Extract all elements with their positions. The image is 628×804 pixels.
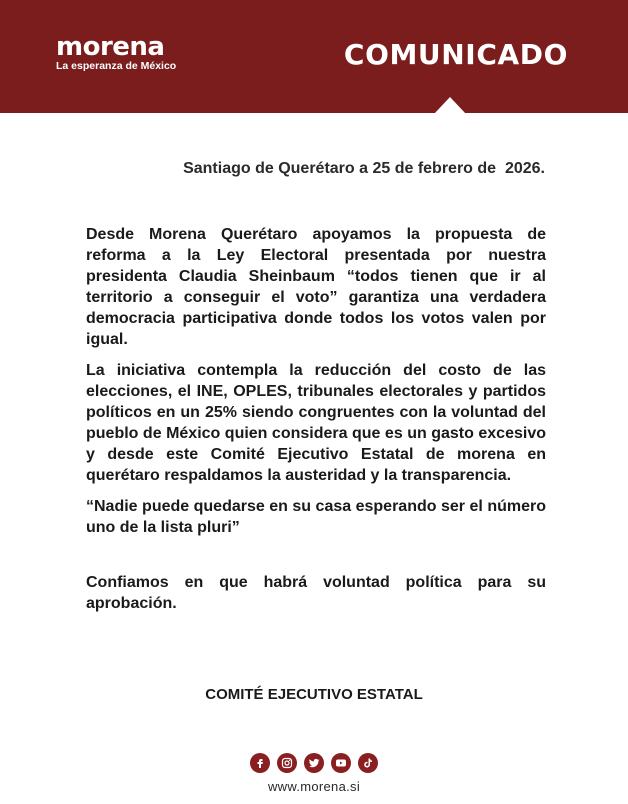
tiktok-icon[interactable] xyxy=(358,753,378,773)
paragraph-1: Desde Morena Querétaro apoyamos la propuesta de reforma a la Ley Electoral presentada por nuestra presidenta Claudia Sheinbaum “todos tienen que ir al territorio a conseguir el voto” garantiza una verdadera democracia participativa donde todos los votos valen por igual. xyxy=(86,226,546,348)
morena-logo xyxy=(56,33,176,72)
body-text xyxy=(86,224,546,624)
header-notch xyxy=(434,97,466,114)
page-title: COMUNICADO xyxy=(343,38,568,71)
youtube-icon[interactable] xyxy=(331,753,351,773)
twitter-icon[interactable] xyxy=(304,753,324,773)
footer-website-link[interactable]: www.morena.si xyxy=(267,779,361,794)
header-band xyxy=(0,0,628,113)
quote-paragraph: “Nadie puede quedarse en su casa esperando ser el número uno de la lista pluri” xyxy=(86,498,546,536)
logo-name: morena xyxy=(56,32,165,62)
paragraph-closing: Confiamos en que habrá voluntad política para su aprobación. xyxy=(86,574,546,612)
logo-tagline: La esperanza de México xyxy=(56,60,177,72)
signature: COMITÉ EJECUTIVO ESTATAL xyxy=(205,686,423,703)
paragraph-2: La iniciativa contempla la reducción del costo de las elecciones, el INE, OPLES, tribunales electorales y partidos políticos en un 25% siendo congruentes con la voluntad del pueblo de México quien considera que es un gasto excesivo y desde este Comité Ejecutivo Estatal de morena en querétaro respaldamos la austeridad y la transparencia. xyxy=(86,362,546,484)
instagram-icon[interactable] xyxy=(277,753,297,773)
social-links xyxy=(0,753,628,773)
facebook-icon[interactable] xyxy=(250,753,270,773)
dateline: Santiago de Querétaro a 25 de febrero de 2026. xyxy=(183,160,545,177)
